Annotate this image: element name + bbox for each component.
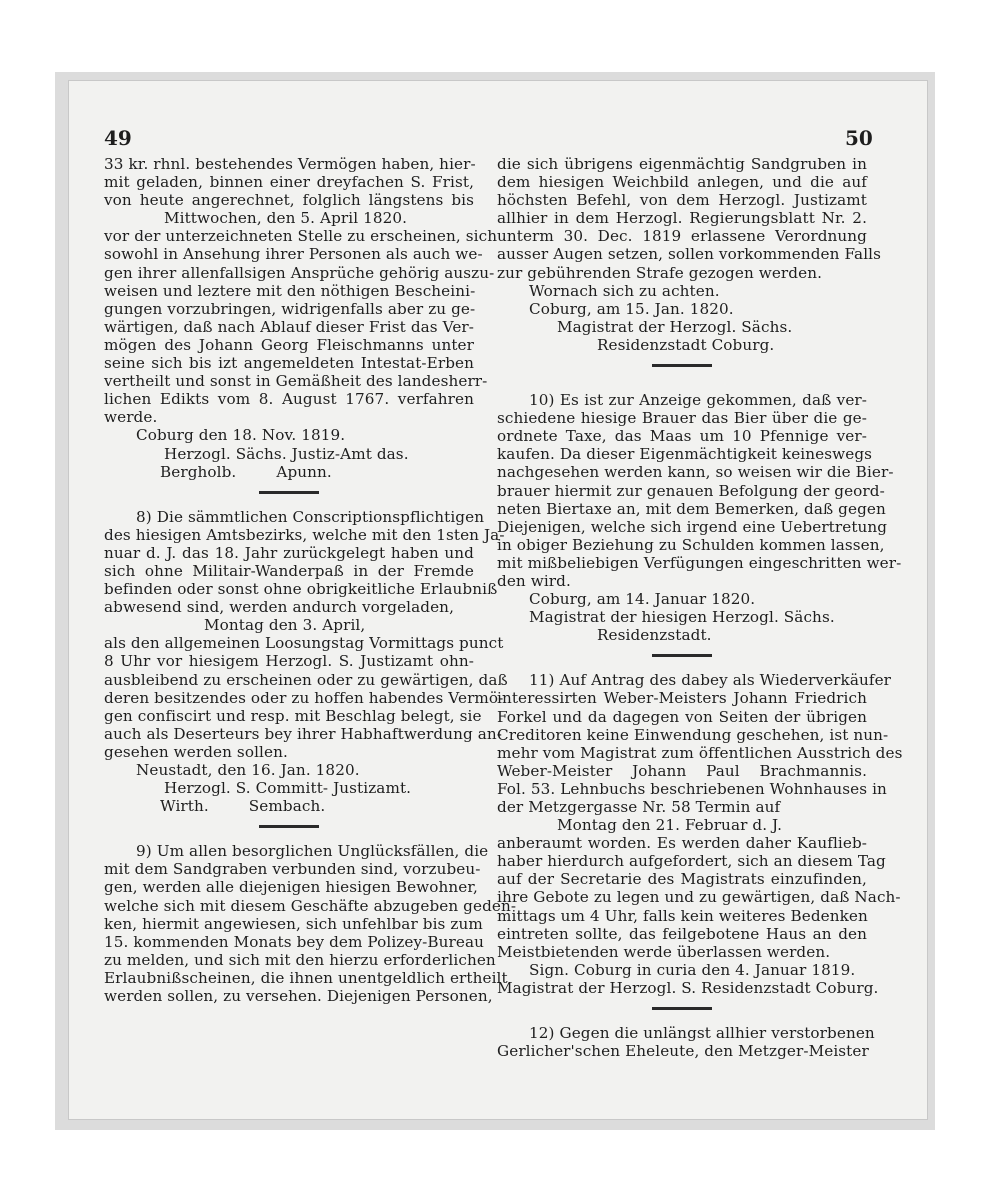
text-line: mittags um 4 Uhr, falls kein weiteres Bedenken [497,906,868,925]
notice-7-tail [104,155,498,481]
text-line: Erlaubnißscheinen, die ihnen unentgeldlich ertheilt [104,968,508,987]
text-line: welche sich mit diesem Geschäfte abzugeben geden- [104,896,517,915]
closing-note: Wornach sich zu achten. [529,281,720,300]
text-line: abwesend sind, werden andurch vorgeladen, [104,598,454,617]
text-line: des hiesigen Amtsbezirks, welche mit den 1sten Ja- [104,525,505,544]
notice-9-tail [497,155,882,354]
text-line: ausser Augen setzen, sollen vorkommenden Falls [497,245,882,264]
text-line: kaufen. Da dieser Eigenmächtigkeit keineswegs [497,445,873,464]
text-line: der Metzgergasse Nr. 58 Termin auf [497,798,781,816]
notice-separator [652,1007,712,1010]
text-line: gen, werden alle diejenigen hiesigen Bewohner, [104,878,478,897]
signature: Bergholb. [160,462,237,481]
text-line: unterm 30. Dec. 1819 erlassene Verordnung [497,227,867,246]
text-line: schiedene hiesige Brauer das Bier über die ge- [497,409,867,428]
text-line: werde. [104,408,158,427]
text-line: sowohl in Ansehung ihrer Personen als auch we- [104,245,483,264]
text-line: Weber-Meister Johann Paul Brachmannis. [497,761,867,780]
text-line: Gerlicher'schen Eheleute, den Metzger-Meister [497,1042,869,1061]
text-line: gen ihrer allenfallsigen Ansprüche gehörig auszu- [104,263,495,282]
issuing-office: Residenzstadt. [597,626,712,645]
text-line: 8) Die sämmtlichen Conscriptionspflichtigen [136,507,485,526]
text-line: 10) Es ist zur Anzeige gekommen, daß ver- [529,391,867,410]
place-date: Coburg den 18. Nov. 1819. [136,426,346,445]
text-line: ken, hiermit angewiesen, sich unfehlbar bis zum [104,914,483,933]
text-line: eintreten sollte, das feilgebotene Haus an den [497,924,867,943]
text-line: werden sollen, zu versehen. Diejenigen Personen, [104,987,493,1006]
text-line: brauer hiermit zur genauen Befolgung der geord- [497,481,885,500]
text-line: befinden oder sonst ohne obrigkeitliche Erlaubniß [104,580,498,599]
text-line: mit mißbeliebigen Verfügungen eingeschritten wer- [497,553,902,572]
notice-separator [652,364,712,367]
signatures [104,463,474,481]
notice-separator [259,825,319,828]
text-line: wärtigen, daß nach Ablauf dieser Frist das Ver- [104,317,474,336]
right-column [497,155,903,1061]
signature-line: Sign. Coburg in curia den 4. Januar 1819. [529,960,856,979]
text-line: die sich übrigens eigenmächtig Sandgruben in [497,155,867,173]
notice-9 [104,842,517,1006]
text-line: 9) Um allen besorglichen Unglücksfällen, die [136,842,489,861]
text-line: allhier in dem Herzogl. Regierungsblatt Nr. 2. [497,209,867,228]
signature: Sembach. [248,797,326,816]
issuing-office: Herzogl. Sächs. Justiz-Amt das. [164,444,409,463]
text-line: Meistbietenden werde überlassen werden. [497,942,831,961]
text-line: zur gebührenden Strafe gezogen werden. [497,263,823,282]
text-line: vertheilt und sonst in Gemäßheit des landesherr- [104,372,488,391]
issuing-office: Herzogl. S. Committ- Justizamt. [164,779,412,798]
text-line: höchsten Befehl, von dem Herzogl. Justizamt [497,191,867,210]
text-line: ausbleibend zu erscheinen oder zu gewärtigen, daß [104,670,508,689]
notice-separator [259,491,319,494]
deadline-date: Mittwochen, den 5. April 1820. [164,209,408,228]
text-line: sich ohne Militair-Wanderpaß in der Fremde [104,561,474,580]
text-line: 33 kr. rhnl. bestehendes Vermögen haben, hier- [104,155,476,173]
issuing-office: Magistrat der hiesigen Herzogl. Sächs. [529,608,835,627]
text-line: 8 Uhr vor hiesigem Herzogl. S. Justizamt ohn- [104,652,474,671]
text-line: seine sich bis izt angemeldeten Intestat-Erben [104,354,474,373]
deadline-date: Montag den 21. Februar d. J. [557,816,782,835]
text-line: mit dem Sandgraben verbunden sind, vorzubeu- [104,860,481,879]
text-line: gesehen werden sollen. [104,742,288,761]
notice-8 [104,507,508,816]
text-line: Fol. 53. Lehnbuchs beschriebenen Wohnhauses in [497,779,887,798]
text-line: nuar d. J. das 18. Jahr zurückgelegt haben und [104,543,474,562]
text-line: Forkel und da dagegen von Seiten der übrigen [497,707,867,726]
text-line: 12) Gegen die unlängst allhier verstorbenen [529,1024,875,1043]
right-page-number: 50 [845,126,873,150]
left-column [104,155,517,1006]
text-line: zu melden, und sich mit den hierzu erforderlichen [104,950,496,969]
deadline-date: Montag den 3. April, [204,616,366,635]
text-line: in obiger Beziehung zu Schulden kommen lassen, [497,535,885,554]
text-line: gen confiscirt und resp. mit Beschlag belegt, sie [104,706,482,725]
text-line: dem hiesigen Weichbild anlegen, und die auf [497,173,867,192]
text-line: haber hierdurch aufgefordert, sich an diesem Tag [497,852,886,871]
text-line: 15. kommenden Monats bey dem Polizey-Bureau [104,932,485,951]
notice-12 [497,1024,875,1061]
text-line: weisen und leztere mit den nöthigen Bescheini- [104,281,476,300]
issuing-office: Residenzstadt Coburg. [597,335,775,354]
text-line: lichen Edikts vom 8. August 1767. verfahren [104,390,474,409]
notice-10 [497,391,902,645]
text-line: ordnete Taxe, das Maas um 10 Pfennige ver- [497,427,867,446]
text-line: mögen des Johann Georg Fleischmanns unter [104,335,474,354]
text-line: 11) Auf Antrag des dabey als Wiederverkäufer [529,671,892,690]
text-line: Creditoren keine Einwendung geschehen, ist nun- [497,725,889,744]
notice-11 [497,671,903,997]
text-line: anberaumt worden. Es werden daher Kauflieb- [497,834,867,853]
text-line: neten Biertaxe an, mit dem Bemerken, daß gegen [497,499,886,518]
place-date: Coburg, am 15. Jan. 1820. [529,299,734,318]
text-line: Diejenigen, welche sich irgend eine Uebertretung [497,517,888,536]
signatures [104,797,474,815]
text-line: auch als Deserteurs bey ihrer Habhaftwerdung an- [104,724,502,743]
text-line: auf der Secretarie des Magistrats einzufinden, [497,870,867,889]
signature: Wirth. [160,797,209,816]
text-line: vor der unterzeichneten Stelle zu erscheinen, sich [104,227,498,246]
text-line: interessirten Weber-Meisters Johann Friedrich [497,689,867,708]
notice-separator [652,654,712,657]
place-date: Coburg, am 14. Januar 1820. [529,590,756,609]
issuing-office: Magistrat der Herzogl. S. Residenzstadt Coburg. [497,978,879,997]
text-line: deren besitzendes oder zu hoffen habendes Vermö- [104,688,504,707]
text-line: mehr vom Magistrat zum öffentlichen Ausstrich des [497,743,903,762]
place-date: Neustadt, den 16. Jan. 1820. [136,761,360,779]
issuing-office: Magistrat der Herzogl. Sächs. [557,317,793,336]
left-page-number: 49 [104,126,132,150]
text-line: nachgesehen werden kann, so weisen wir die Bier- [497,463,894,482]
text-line: mit geladen, binnen einer dreyfachen S. Frist, [104,173,474,192]
text-line: gungen vorzubringen, widrigenfalls aber zu ge- [104,299,476,318]
text-line: von heute angerechnet, folglich längstens bis [104,191,474,210]
signature: Apunn. [276,462,332,481]
text-line: ihre Gebote zu legen und zu gewärtigen, daß Nach- [497,888,901,907]
text-line: als den allgemeinen Loosungstag Vormittags punct [104,634,504,653]
text-line: den wird. [497,571,571,590]
